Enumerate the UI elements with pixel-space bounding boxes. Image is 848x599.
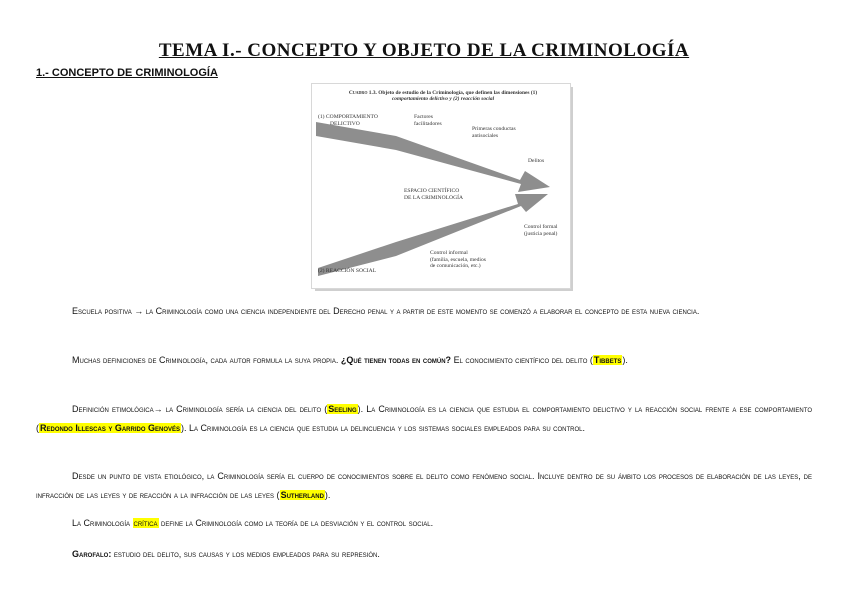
section-heading: 1.- CONCEPTO DE CRIMINOLOGÍA	[36, 67, 218, 79]
paragraph-definiciones: Muchas definiciones de Criminología, cada autor formula la suya propia. ¿Qué tienen todas en común? El conocimiento científico del delito (Tibbets).	[72, 355, 628, 365]
page-title: TEMA I.- CONCEPTO Y OBJETO DE LA CRIMINOLOGÍA	[158, 40, 690, 61]
label-control-formal: Control formal (justicia penal)	[524, 224, 558, 237]
highlight-sutherland: Sutherland	[280, 490, 324, 500]
arrow-right-icon: →	[153, 404, 163, 414]
highlight-tibbets: Tibbets	[593, 355, 622, 365]
highlight-redondo-garrido: Redondo Illescas y Garrido Genovés	[40, 423, 181, 433]
label-reaccion-social: (2) REACCIÓN SOCIAL	[318, 268, 377, 274]
figure-caption	[320, 90, 566, 103]
highlight-critica: crítica	[133, 518, 158, 528]
label-comportamiento: (1) COMPORTAMIENTO DELICTIVO	[318, 114, 378, 127]
paragraph-etiologico: Desde un punto de vista etiológico, la Criminología sería el cuerpo de conocimientos sobre el delito como fenómeno social. Incluye dentro de su ámbito los procesos de elaboración de las leyes, de infracción de las leyes y de reacción a la infracción de las leyes (Sutherland).	[36, 471, 812, 500]
arrow-right-icon: →	[134, 306, 144, 316]
paragraph-escuela-positiva: Escuela positiva → la Criminología como una ciencia independiente del Derecho penal y a partir de este momento se comenzó a elaborar el concepto de esta nueva ciencia.	[72, 306, 700, 316]
paragraph-garofalo: Garofalo: estudio del delito, sus causas y los medios empleados para su represión.	[72, 549, 380, 559]
label-espacio-cientifico: ESPACIO CIENTÍFICO DE LA CRIMINOLOGÍA	[404, 188, 464, 201]
caption-line2: comportamiento delictivo y (2) reacción social	[391, 96, 495, 103]
caption-text: Objeto de estudio de la Criminología, que definen las dimensiones (1)	[378, 90, 538, 96]
highlight-seeling: Seeling	[328, 404, 357, 414]
paragraph-critica: La Criminología crítica define la Criminología como la teoría de la desviación y el control social.	[72, 518, 434, 528]
caption-lead: Cuadro 1.3.	[348, 90, 377, 96]
paragraph-etimologica: Definición etimológica→ la Criminología sería la ciencia del delito (Seeling). La Criminología es la ciencia que estudia el comportamiento delictivo y la reacción social frente a ese comportamiento (Redondo Illescas y Garrido Genovés). La Criminología es la ciencia que estudia la delincuencia y los sistemas sociales empleados para su control.	[36, 404, 812, 433]
label-factores: Factores facilitadores	[414, 114, 442, 127]
label-delitos: Delitos	[528, 158, 545, 164]
label-control-informal: Control informal (familia, escuela, medios de comunicación, etc.)	[430, 250, 486, 270]
criminology-diagram	[312, 84, 570, 288]
label-primeras-conductas: Primeras conductas antisociales	[472, 126, 516, 139]
